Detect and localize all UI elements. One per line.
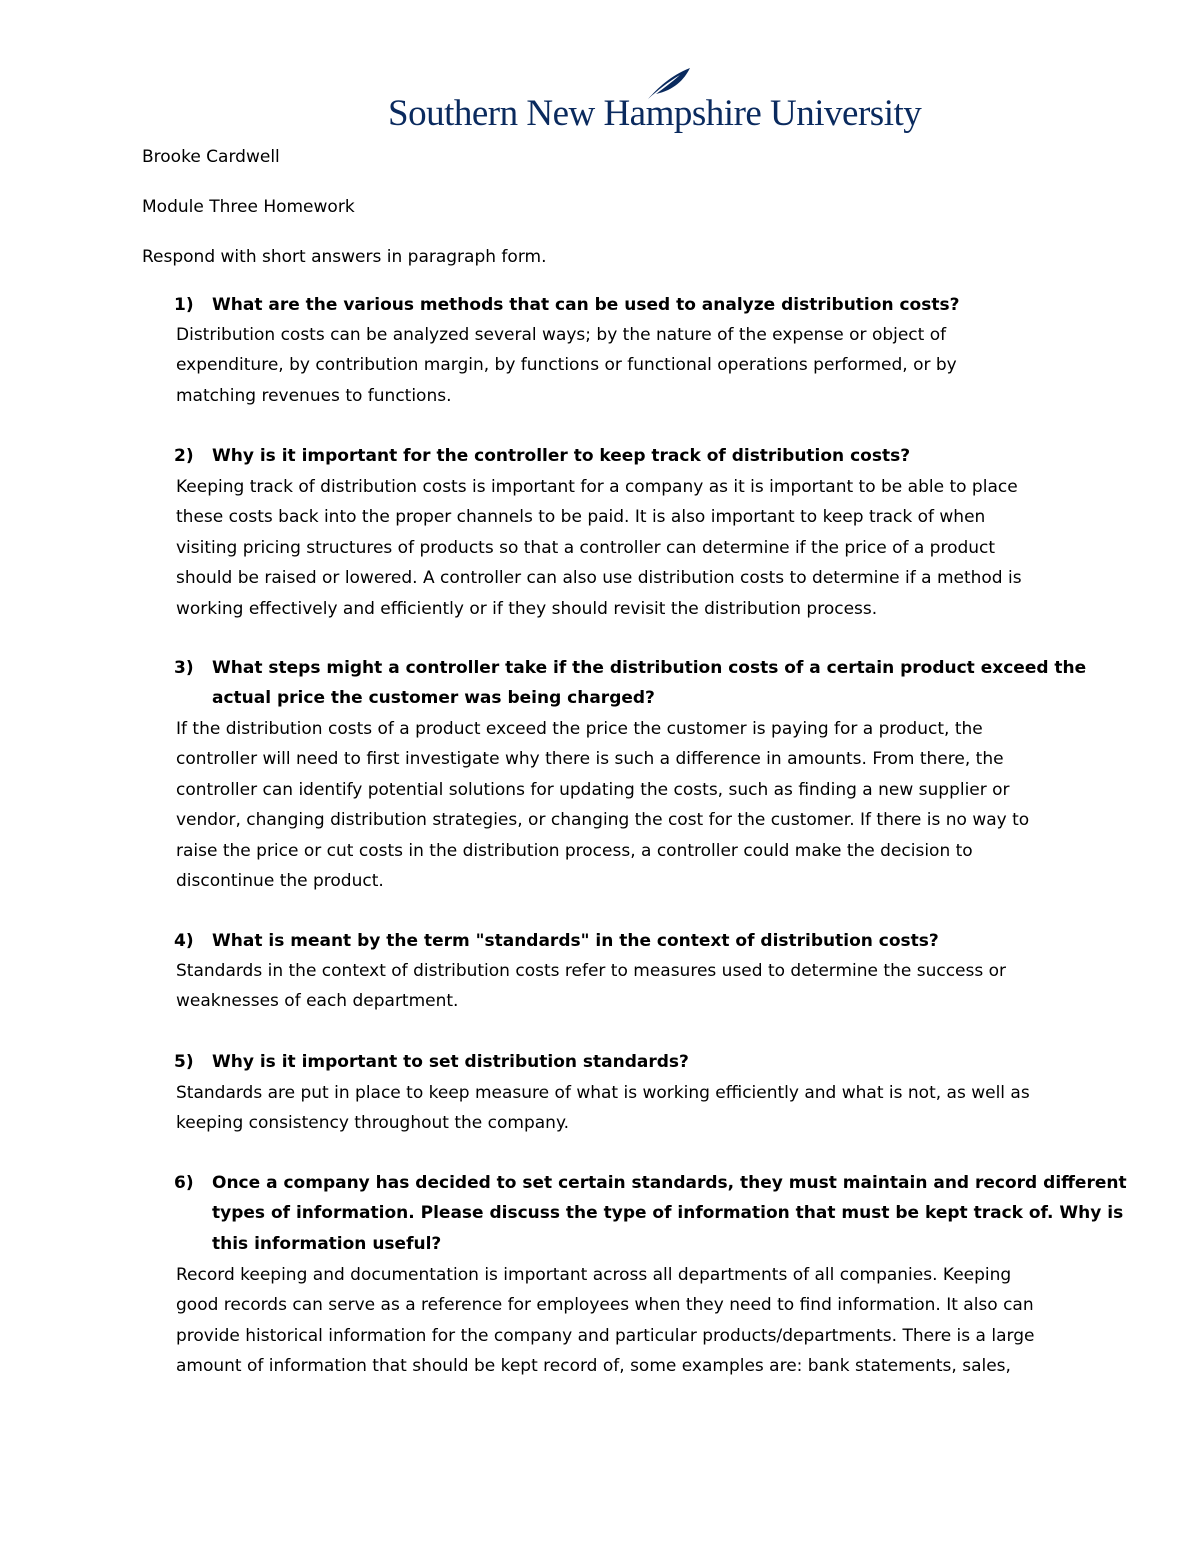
question-2 — [176, 441, 1067, 471]
question-text — [176, 926, 1067, 956]
question-number: 1) — [174, 295, 194, 315]
answer-line: amount of information that should be kept record of, some examples are: bank statements, sales, — [176, 1356, 1011, 1377]
question-text — [176, 1168, 1127, 1259]
question-4 — [176, 926, 1067, 956]
answer-line: keeping consistency throughout the company. — [176, 1113, 569, 1134]
author-name: Brooke Cardwell — [142, 147, 280, 167]
answer-line: vendor, changing distribution strategies, or changing the cost for the customer. If there is no way to — [176, 810, 1030, 831]
answer-6 — [176, 1260, 1071, 1382]
instructions: Respond with short answers in paragraph form. — [142, 247, 547, 267]
answer-line: provide historical information for the company and particular products/departments. There is a large — [176, 1325, 1035, 1346]
answer-line: should be raised or lowered. A controller can also use distribution costs to determine if a method is — [176, 568, 1022, 589]
answer-3 — [176, 714, 1071, 896]
answer-2 — [176, 472, 1071, 624]
logo-text: Southern New Hampshire University — [388, 93, 922, 134]
answer-5 — [176, 1078, 1071, 1139]
question-text — [176, 653, 1087, 714]
question-line: Why is it important for the controller to keep track of distribution costs? — [212, 446, 911, 466]
assignment-title: Module Three Homework — [142, 197, 355, 217]
question-line: Once a company has decided to set certain standards, they must maintain and record different — [212, 1173, 1127, 1193]
question-line: types of information. Please discuss the type of information that must be kept track of. Why is — [212, 1203, 1124, 1224]
answer-line: raise the price or cut costs in the distribution process, a controller could make the decision to — [176, 840, 973, 861]
answer-line: Standards in the context of distribution costs refer to measures used to determine the success or — [176, 961, 1007, 981]
answer-line: good records can serve as a reference for employees when they need to find information. It also can — [176, 1295, 1034, 1316]
question-line: What are the various methods that can be used to analyze distribution costs? — [212, 295, 960, 315]
answer-line: Keeping track of distribution costs is important for a company as it is important to be able to place — [176, 477, 1018, 497]
question-text — [176, 290, 1067, 320]
answer-1 — [176, 320, 1071, 411]
question-line: Why is it important to set distribution standards? — [212, 1052, 689, 1072]
question-number: 2) — [174, 446, 194, 466]
question-line: What is meant by the term "standards" in the context of distribution costs? — [212, 931, 939, 951]
answer-line: expenditure, by contribution margin, by functions or functional operations performed, or by — [176, 355, 957, 376]
question-6 — [174, 1168, 1127, 1259]
question-number: 4) — [174, 931, 194, 951]
answer-line: discontinue the product. — [176, 871, 384, 892]
question-5 — [176, 1047, 1067, 1077]
answer-line: Standards are put in place to keep measure of what is working efficiently and what is not, as well as — [176, 1083, 1030, 1103]
answer-line: If the distribution costs of a product exceed the price the customer is paying for a product, the — [176, 719, 983, 739]
answer-line: Record keeping and documentation is important across all departments of all companies. Keeping — [176, 1265, 1012, 1285]
answer-line: matching revenues to functions. — [176, 385, 452, 406]
question-number: 5) — [174, 1052, 194, 1072]
question-line: What steps might a controller take if the distribution costs of a certain product exceed the — [212, 658, 1087, 678]
question-line: actual price the customer was being charged? — [212, 688, 655, 709]
question-text — [176, 441, 1067, 471]
question-number: 3) — [174, 658, 194, 678]
answer-line: these costs back into the proper channels to be paid. It is also important to keep track of when — [176, 507, 986, 528]
question-text — [176, 1047, 1067, 1077]
answer-line: Distribution costs can be analyzed several ways; by the nature of the expense or object of — [176, 325, 947, 345]
question-3 — [174, 653, 1087, 714]
answer-line: weaknesses of each department. — [176, 991, 459, 1012]
answer-line: controller can identify potential solutions for updating the costs, such as finding a new supplier or — [176, 779, 1010, 800]
question-1 — [176, 290, 1067, 320]
answer-line: visiting pricing structures of products so that a controller can determine if the price of a product — [176, 537, 996, 558]
question-number: 6) — [174, 1173, 194, 1193]
question-line: this information useful? — [212, 1233, 442, 1254]
answer-line: controller will need to first investigate why there is such a difference in amounts. From there, the — [176, 749, 1004, 770]
university-logo — [380, 66, 922, 138]
answer-4 — [176, 956, 1071, 1017]
answer-line: working effectively and efficiently or if they should revisit the distribution process. — [176, 598, 878, 619]
